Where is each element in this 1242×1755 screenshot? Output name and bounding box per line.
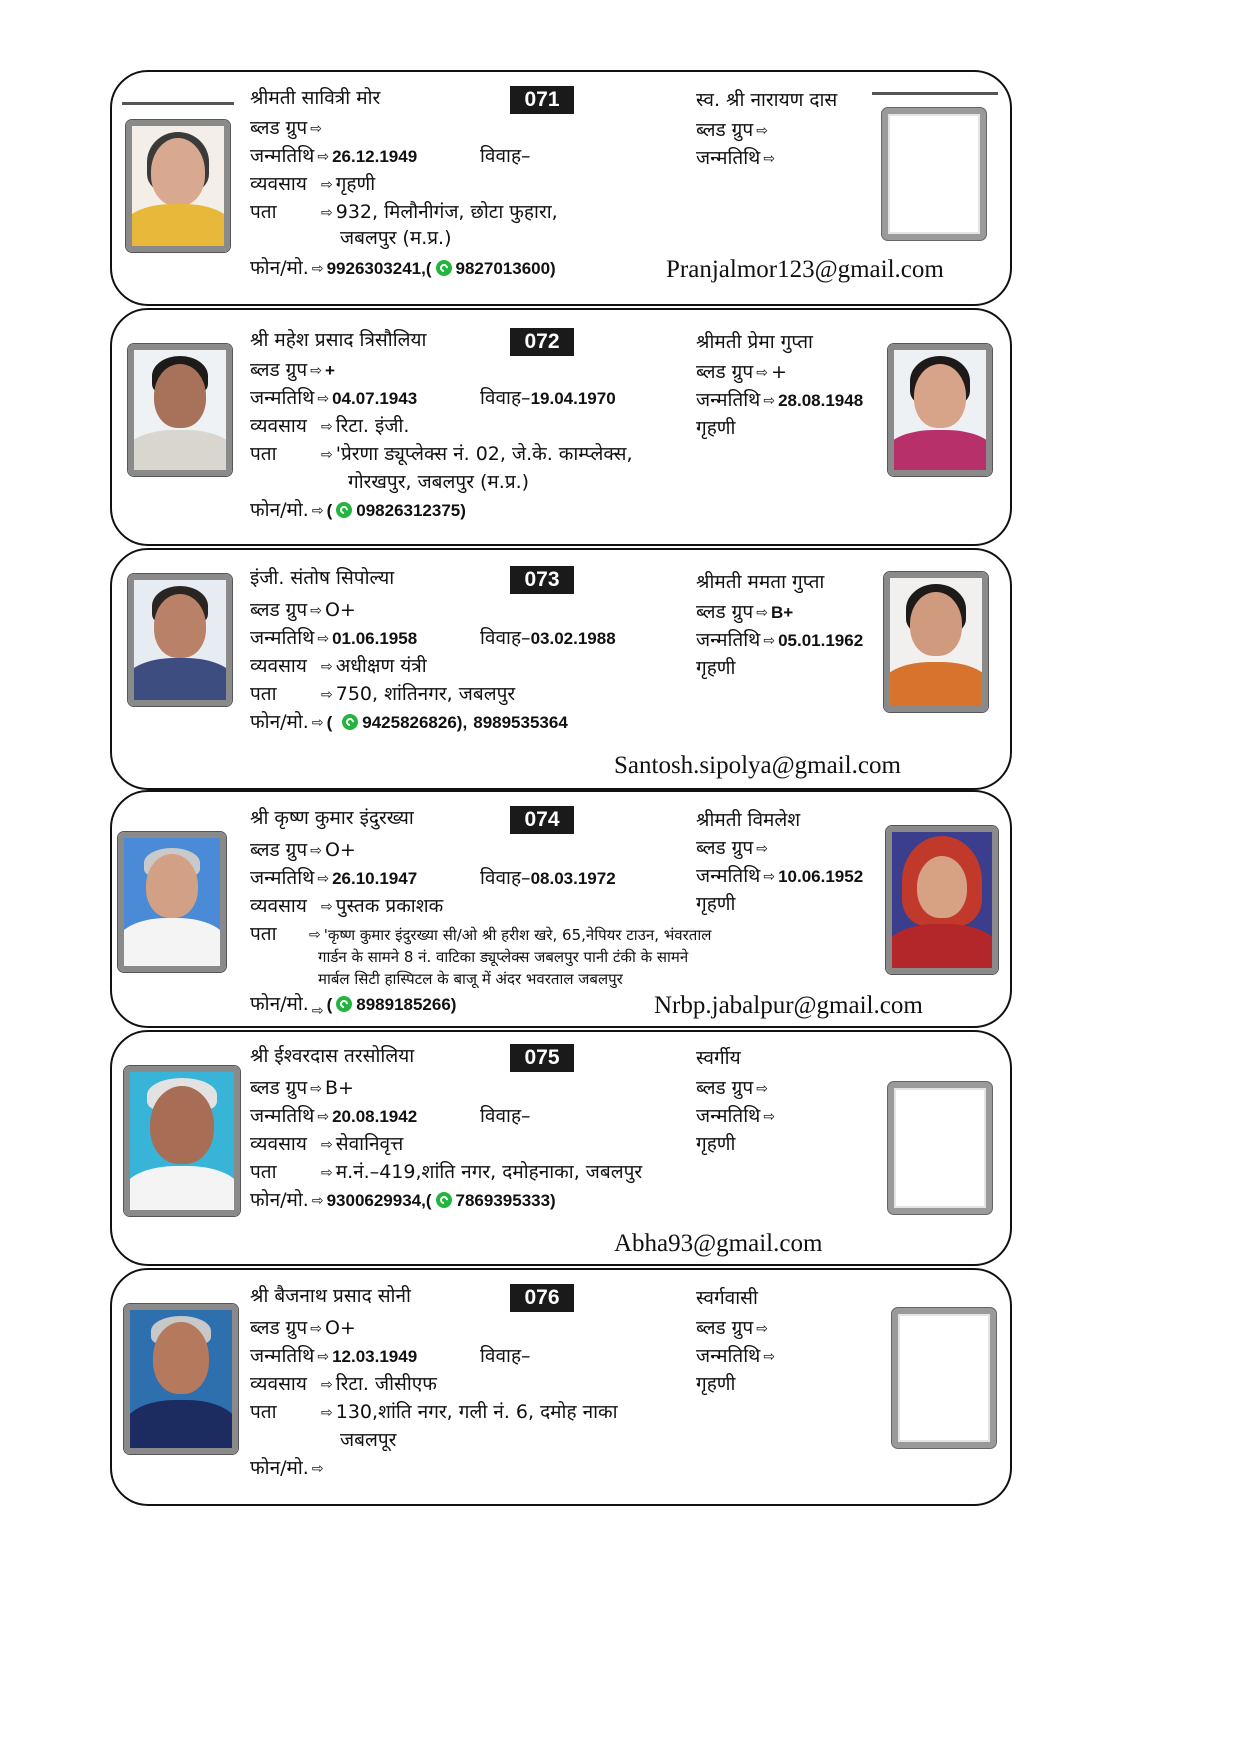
marriage-label: विवाह– (480, 1345, 531, 1367)
entry-card-071 (110, 70, 1012, 306)
spouse-dob-row (696, 146, 778, 171)
dob-value: 26.12.1949 (332, 147, 418, 166)
blood-group-value: B+ (324, 1077, 354, 1099)
address-label: पता (250, 1401, 277, 1423)
dob-label: जन्मतिथि (696, 389, 761, 411)
spouse-dob-row (696, 388, 863, 413)
occupation-value: अधीक्षण यंत्री (335, 655, 427, 677)
address-label: पता (250, 201, 277, 223)
arrow-icon: ⇨ (311, 1460, 324, 1477)
phone-number: 9300629934,( (326, 1191, 432, 1210)
occupation-row (250, 414, 409, 439)
arrow-icon: ⇨ (763, 868, 776, 885)
spouse-dob-row (696, 628, 863, 653)
member-name: श्री महेश प्रसाद त्रिसौलिया (250, 329, 427, 351)
arrow-icon: ⇨ (311, 1002, 324, 1019)
spouse-dob-row (696, 1344, 778, 1369)
marriage-row (480, 144, 531, 169)
phone-number-2: 8989535364 (473, 713, 568, 732)
phone-label: फोन/मो. (250, 711, 309, 733)
arrow-icon: ⇨ (317, 390, 330, 407)
dob-row (250, 386, 417, 411)
marriage-label: विवाह– (480, 867, 531, 889)
spouse-blood-group-row (696, 600, 793, 625)
arrow-icon: ⇨ (321, 1376, 333, 1393)
whatsapp-icon (436, 260, 452, 276)
dob-row (250, 866, 417, 891)
address-line: 130,शांति नगर, गली नं. 6, दमोह नाका (335, 1401, 618, 1423)
arrow-icon: ⇨ (756, 604, 768, 621)
arrow-icon: ⇨ (321, 898, 333, 915)
whatsapp-number: 8989185266) (356, 995, 457, 1014)
spouse-dob-row (696, 1104, 778, 1129)
blood-group-label: ब्लड ग्रुप (696, 1317, 754, 1339)
dob-label: जन्मतिथि (250, 1105, 315, 1127)
blood-group-label: ब्लड ग्रुप (696, 361, 754, 383)
arrow-icon: ⇨ (321, 176, 333, 193)
whatsapp-number: 09826312375) (356, 501, 466, 520)
spouse-dob-row (696, 864, 863, 889)
decorative-rule (872, 92, 998, 95)
address-line: 'कृष्ण कुमार इंदुरख्या सी/ओ श्री हरीश खरे, 65,नेपियर टाउन, भंवरताल (323, 926, 712, 944)
arrow-icon: ⇨ (311, 502, 324, 519)
occupation-row (250, 894, 443, 919)
arrow-icon: ⇨ (321, 1404, 333, 1421)
address-label: पता (250, 443, 277, 465)
phone-row (250, 1188, 556, 1213)
dob-label: जन्मतिथि (696, 1345, 761, 1367)
blood-group-label: ब्लड ग्रुप (250, 359, 308, 381)
blood-group-label: ब्लड ग्रुप (696, 119, 754, 141)
address-row (250, 1160, 642, 1185)
marriage-row (480, 1344, 531, 1369)
arrow-icon: ⇨ (310, 602, 322, 619)
dob-label: जन्मतिथि (696, 865, 761, 887)
blood-group-value: O+ (324, 599, 356, 621)
dob-row (250, 144, 417, 169)
decorative-rule (122, 102, 234, 105)
member-photo (124, 1304, 238, 1454)
dob-row (250, 1344, 417, 1369)
member-photo (128, 574, 232, 706)
dob-label: जन्मतिथि (696, 629, 761, 651)
whatsapp-icon (436, 1192, 452, 1208)
occupation-label: व्यवसाय (250, 1133, 307, 1155)
arrow-icon: ⇨ (311, 714, 324, 731)
whatsapp-number: 9827013600) (455, 259, 556, 278)
arrow-icon: ⇨ (763, 392, 776, 409)
arrow-icon: ⇨ (317, 1348, 330, 1365)
marriage-value: 08.03.1972 (530, 869, 616, 888)
marriage-label: विवाह– (480, 387, 531, 409)
arrow-icon: ⇨ (317, 148, 330, 165)
phone-row (250, 1456, 327, 1481)
address-row (250, 442, 633, 467)
spouse-blood-group-row (696, 1076, 771, 1101)
occupation-row (250, 654, 427, 679)
email-address: Pranjalmor123@gmail.com (666, 256, 944, 283)
marriage-label: विवाह– (480, 1105, 531, 1127)
phone-row (250, 256, 556, 281)
marriage-row (480, 866, 616, 891)
address-row (250, 922, 711, 947)
arrow-icon: ⇨ (310, 120, 322, 137)
blood-group-value: B+ (770, 603, 794, 622)
address-line: 'प्रेरणा ड्यूप्लेक्स नं. 02, जे.के. काम्प्लेक्स, (335, 443, 633, 465)
occupation-value: पुस्तक प्रकाशक (335, 895, 444, 917)
member-photo (128, 344, 232, 476)
member-name: श्रीमती सावित्री मोर (250, 87, 381, 109)
dob-label: जन्मतिथि (250, 627, 315, 649)
address-line-2: जबलपूर (340, 1429, 397, 1451)
blood-group-value: O+ (324, 839, 356, 861)
dob-value: 26.10.1947 (332, 869, 418, 888)
occupation-label: व्यवसाय (250, 1373, 307, 1395)
arrow-icon: ⇨ (317, 630, 330, 647)
occupation-value: सेवानिवृत्त (335, 1133, 404, 1155)
spouse-name: स्व. श्री नारायण दास (696, 89, 838, 111)
member-photo (118, 832, 226, 972)
blood-group-label: ब्लड ग्रुप (250, 117, 308, 139)
dob-label: जन्मतिथि (696, 1105, 761, 1127)
entry-number-badge: 071 (510, 86, 574, 114)
marriage-row (480, 386, 616, 411)
spouse-photo (884, 572, 988, 712)
entry-card-075 (110, 1030, 1012, 1266)
member-name: इंजी. संतोष सिपोल्या (250, 567, 395, 589)
whatsapp-icon (342, 714, 358, 730)
occupation-label: व्यवसाय (250, 895, 307, 917)
spouse-photo-placeholder (892, 1308, 996, 1448)
phone-label: फोन/मो. (250, 257, 309, 279)
address-row (250, 200, 558, 225)
arrow-icon: ⇨ (756, 840, 768, 857)
spouse-occupation: गृहणी (696, 657, 736, 679)
arrow-icon: ⇨ (321, 658, 333, 675)
entry-card-076 (110, 1268, 1012, 1506)
occupation-row (250, 1132, 403, 1157)
member-name: श्री ईश्वरदास तरसोलिया (250, 1045, 415, 1067)
member-photo (126, 120, 230, 252)
phone-label: फोन/मो. (250, 1189, 309, 1211)
arrow-icon: ⇨ (311, 260, 324, 277)
marriage-row (480, 1104, 531, 1129)
arrow-icon: ⇨ (317, 870, 330, 887)
address-label: पता (250, 1161, 277, 1183)
blood-group-label: ब्लड ग्रुप (696, 601, 754, 623)
entry-card-073 (110, 548, 1012, 790)
occupation-label: व्यवसाय (250, 655, 307, 677)
dob-value: 10.06.1952 (778, 867, 864, 886)
phone-number: ( (326, 995, 333, 1014)
phone-label: फोन/मो. (250, 1457, 309, 1479)
blood-group-label: ब्लड ग्रुप (250, 839, 308, 861)
blood-group-row (250, 838, 356, 863)
blood-group-row (250, 358, 335, 383)
arrow-icon: ⇨ (756, 122, 768, 139)
arrow-icon: ⇨ (763, 1108, 776, 1125)
dob-label: जन्मतिथि (250, 387, 315, 409)
marriage-label: विवाह– (480, 627, 531, 649)
entry-number-badge: 072 (510, 328, 574, 356)
occupation-value: रिटा. इंजी. (335, 415, 410, 437)
arrow-icon: ⇨ (321, 686, 333, 703)
blood-group-label: ब्लड ग्रुप (250, 1317, 308, 1339)
spouse-photo (888, 344, 992, 476)
email-address: Abha93@gmail.com (614, 1230, 823, 1257)
phone-label: फोन/मो. (250, 499, 309, 521)
dob-value: 04.07.1943 (332, 389, 418, 408)
whatsapp-icon (336, 502, 352, 518)
whatsapp-icon (336, 996, 352, 1012)
occupation-value: गृहणी (335, 173, 376, 195)
arrow-icon: ⇨ (763, 632, 776, 649)
dob-row (250, 1104, 417, 1129)
occupation-row (250, 172, 375, 197)
spouse-occupation: गृहणी (696, 1133, 736, 1155)
entry-card-074 (110, 790, 1012, 1028)
dob-row (250, 626, 417, 651)
blood-group-value: + (770, 361, 787, 383)
dob-value: 05.01.1962 (778, 631, 864, 650)
spouse-occupation: गृहणी (696, 893, 736, 915)
phone-number: ( (326, 713, 333, 732)
arrow-icon: ⇨ (310, 1320, 322, 1337)
dob-value: 20.08.1942 (332, 1107, 418, 1126)
phone-row (250, 498, 466, 523)
spouse-occupation: गृहणी (696, 1373, 736, 1395)
address-line-2: गार्डन के सामने 8 नं. वाटिका ड्यूप्लेक्स जबलपुर पानी टंकी के सामने (318, 948, 689, 966)
whatsapp-number: 9425826826), (362, 713, 468, 732)
email-address: Nrbp.jabalpur@gmail.com (654, 992, 923, 1019)
address-row (250, 682, 515, 707)
address-label: पता (250, 683, 277, 705)
address-line: 932, मिलौनीगंज, छोटा फुहारा, (335, 201, 558, 223)
blood-group-value: + (324, 361, 335, 380)
spouse-name: श्रीमती विमलेश (696, 809, 801, 831)
address-label: पता (250, 923, 277, 945)
spouse-name: स्वर्गवासी (696, 1287, 758, 1309)
entry-number-badge: 074 (510, 806, 574, 834)
spouse-blood-group-row (696, 836, 771, 861)
phone-label: फोन/मो. (250, 993, 309, 1015)
dob-label: जन्मतिथि (696, 147, 761, 169)
occupation-label: व्यवसाय (250, 415, 307, 437)
arrow-icon: ⇨ (321, 204, 333, 221)
blood-group-label: ब्लड ग्रुप (696, 837, 754, 859)
arrow-icon: ⇨ (763, 150, 776, 167)
dob-label: जन्मतिथि (250, 867, 315, 889)
arrow-icon: ⇨ (321, 1136, 333, 1153)
blood-group-value: O+ (324, 1317, 356, 1339)
marriage-value: 03.02.1988 (530, 629, 616, 648)
marriage-label: विवाह– (480, 145, 531, 167)
spouse-name: स्वर्गीय (696, 1047, 741, 1069)
dob-label: जन्मतिथि (250, 145, 315, 167)
address-line-2: जबलपुर (म.प्र.) (340, 227, 452, 249)
phone-number: ( (326, 501, 333, 520)
spouse-occupation: गृहणी (696, 417, 736, 439)
member-name: श्री कृष्ण कुमार इंदुरख्या (250, 807, 414, 829)
blood-group-label: ब्लड ग्रुप (696, 1077, 754, 1099)
dob-value: 12.03.1949 (332, 1347, 418, 1366)
arrow-icon: ⇨ (310, 1080, 322, 1097)
arrow-icon: ⇨ (321, 446, 333, 463)
address-row (250, 1400, 618, 1425)
phone-row (250, 710, 568, 735)
address-line-3: मार्बल सिटी हास्पिटल के बाजू में अंदर भवरताल जबलपुर (318, 970, 623, 988)
dob-value: 01.06.1958 (332, 629, 418, 648)
address-line: म.नं.–419,शांति नगर, दमोहनाका, जबलपुर (335, 1161, 643, 1183)
arrow-icon: ⇨ (311, 1192, 324, 1209)
blood-group-row (250, 1316, 356, 1341)
blood-group-label: ब्लड ग्रुप (250, 1077, 308, 1099)
spouse-photo-placeholder (888, 1082, 992, 1214)
arrow-icon: ⇨ (321, 418, 333, 435)
spouse-blood-group-row (696, 360, 787, 385)
occupation-row (250, 1372, 437, 1397)
dob-label: जन्मतिथि (250, 1345, 315, 1367)
spouse-blood-group-row (696, 118, 771, 143)
arrow-icon: ⇨ (317, 1108, 330, 1125)
blood-group-row (250, 116, 325, 141)
arrow-icon: ⇨ (321, 1164, 333, 1181)
occupation-value: रिटा. जीसीएफ (335, 1373, 437, 1395)
blood-group-label: ब्लड ग्रुप (250, 599, 308, 621)
arrow-icon: ⇨ (310, 362, 322, 379)
dob-value: 28.08.1948 (778, 391, 864, 410)
address-line-2: गोरखपुर, जबलपुर (म.प्र.) (348, 471, 530, 493)
spouse-name: श्रीमती प्रेमा गुप्ता (696, 331, 813, 353)
entry-number-badge: 076 (510, 1284, 574, 1312)
blood-group-row (250, 1076, 354, 1101)
arrow-icon: ⇨ (756, 1080, 768, 1097)
marriage-value: 19.04.1970 (530, 389, 616, 408)
spouse-blood-group-row (696, 1316, 771, 1341)
email-address: Santosh.sipolya@gmail.com (614, 752, 901, 779)
phone-row (250, 992, 456, 1017)
member-photo (124, 1066, 240, 1216)
arrow-icon: ⇨ (309, 926, 321, 943)
entry-card-072 (110, 308, 1012, 546)
spouse-photo-placeholder (882, 108, 986, 240)
spouse-photo (886, 826, 998, 974)
member-name: श्री बैजनाथ प्रसाद सोनी (250, 1285, 411, 1307)
occupation-label: व्यवसाय (250, 173, 307, 195)
arrow-icon: ⇨ (756, 364, 768, 381)
whatsapp-number: 7869395333) (455, 1191, 556, 1210)
entry-number-badge: 075 (510, 1044, 574, 1072)
address-line: 750, शांतिनगर, जबलपुर (335, 683, 516, 705)
arrow-icon: ⇨ (756, 1320, 768, 1337)
entry-number-badge: 073 (510, 566, 574, 594)
spouse-name: श्रीमती ममता गुप्ता (696, 571, 825, 593)
arrow-icon: ⇨ (763, 1348, 776, 1365)
arrow-icon: ⇨ (310, 842, 322, 859)
marriage-row (480, 626, 616, 651)
phone-number: 9926303241,( (326, 259, 432, 278)
blood-group-row (250, 598, 356, 623)
